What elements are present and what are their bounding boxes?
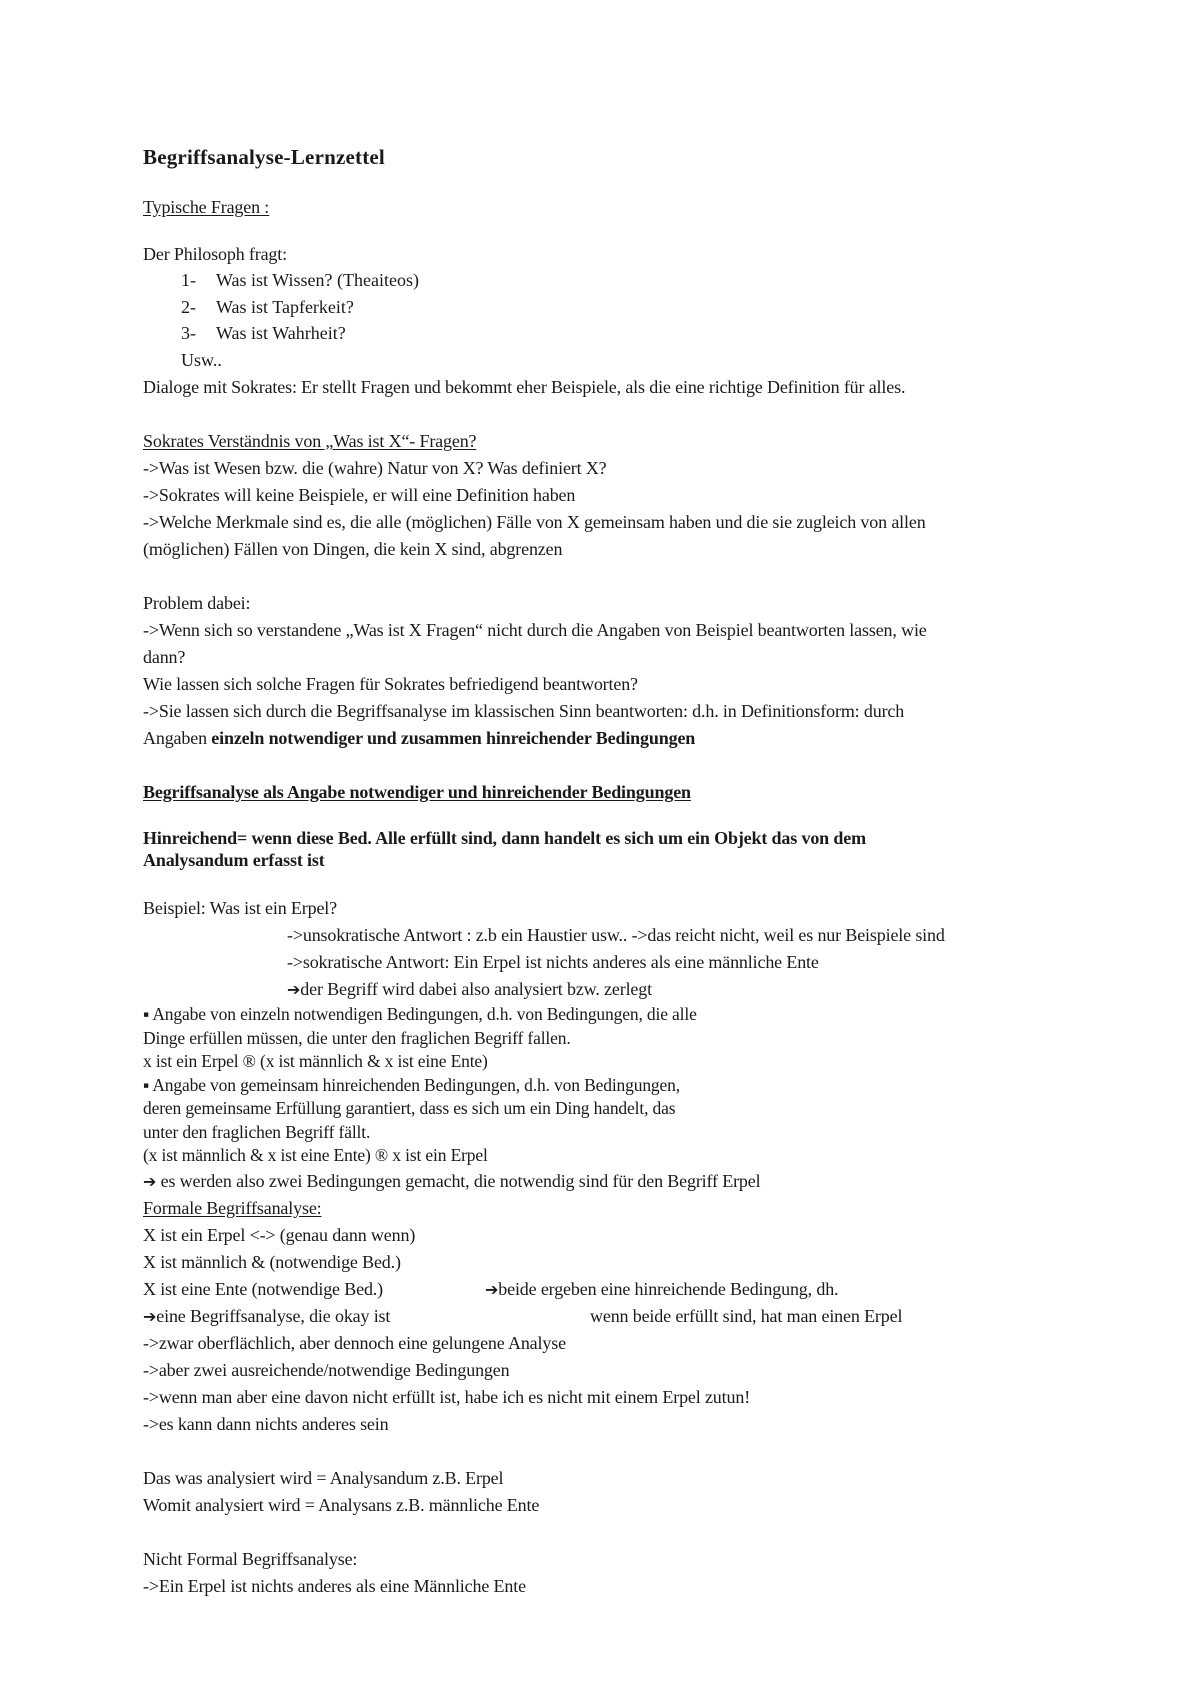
list-item-number: 1- [181, 270, 196, 290]
text-zerlegt: der Begriff wird dabei also analysiert bzw. zerlegt [300, 979, 652, 999]
text-line [143, 1170, 760, 1193]
section-heading-formal: Formale Begriffsanalyse: [143, 1198, 322, 1218]
text-analysans: Womit analysiert wird = Analysans z.B. männliche Ente [143, 1495, 540, 1515]
section-heading-begriffsanalyse: Begriffsanalyse als Angabe notwendiger und hinreichender Bedingungen [143, 782, 691, 802]
text-line [143, 727, 695, 749]
text-line: ->Welche Merkmale sind es, die alle (möglichen) Fälle von X gemeinsam haben und die sie zugleich von allen [143, 512, 926, 532]
bullet-line: Dinge erfüllen müssen, die unter den fraglichen Begriff fallen. [143, 1028, 571, 1048]
text-line [287, 978, 652, 1001]
text-line: X ist ein Erpel <-> (genau dann wenn) [143, 1225, 416, 1245]
text-line: ->zwar oberflächlich, aber dennoch eine gelungene Analyse [143, 1333, 566, 1353]
list-item-number: 2- [181, 297, 196, 317]
text-line: ->wenn man aber eine davon nicht erfüllt ist, habe ich es nicht mit einem Erpel zutun! [143, 1387, 751, 1407]
text-line: (möglichen) Fällen von Dingen, die kein X sind, abgrenzen [143, 539, 563, 559]
text-line: wenn beide erfüllt sind, hat man einen Erpel [590, 1306, 903, 1326]
paragraph-dialoge: Dialoge mit Sokrates: Er stellt Fragen und bekommt eher Beispiele, als die eine richtige Definition für alles. [143, 377, 906, 397]
list-item-number: 3- [181, 323, 196, 343]
bullet-line: ▪ Angabe von gemeinsam hinreichenden Bedingungen, d.h. von Bedingungen, [143, 1075, 680, 1095]
text-line: ->unsokratische Antwort : z.b ein Haustier usw.. ->das reicht nicht, weil es nur Beispiele sind [287, 925, 945, 945]
bullet-line: (x ist männlich & x ist eine Ente) ® x ist ein Erpel [143, 1145, 488, 1165]
paragraph-problem-heading: Problem dabei: [143, 593, 251, 613]
arrow-icon: ➔ [143, 1307, 157, 1326]
section-heading-sokrates: Sokrates Verständnis von „Was ist X“- Fragen? [143, 431, 477, 451]
definition-hinreichend-cont: Analysandum erfasst ist [143, 850, 325, 870]
text-line: dann? [143, 647, 186, 667]
text-line: ->Wenn sich so verstandene „Was ist X Fragen“ nicht durch die Angaben von Beispiel beantworten lassen, wie [143, 620, 927, 640]
bullet-line: ▪ Angabe von einzeln notwendigen Bedingungen, d.h. von Bedingungen, die alle [143, 1004, 697, 1024]
paragraph-nicht-formal: Nicht Formal Begriffsanalyse: [143, 1549, 358, 1569]
text-line: ->Was ist Wesen bzw. die (wahre) Natur von X? Was definiert X? [143, 458, 607, 478]
text-zwei-bedingungen: es werden also zwei Bedingungen gemacht, die notwendig sind für den Begriff Erpel [156, 1171, 761, 1191]
definition-hinreichend: Hinreichend= wenn diese Bed. Alle erfüllt sind, dann handelt es sich um ein Objekt das von dem [143, 828, 866, 848]
text-line [485, 1278, 838, 1301]
text-line: X ist eine Ente (notwendige Bed.) [143, 1279, 383, 1299]
bullet-line: deren gemeinsame Erfüllung garantiert, dass es sich um ein Ding handelt, das [143, 1098, 676, 1118]
text-line: ->sokratische Antwort: Ein Erpel ist nichts anderes als eine männliche Ente [287, 952, 819, 972]
text-analysandum: Das was analysiert wird = Analysandum z.B. Erpel [143, 1468, 504, 1488]
bullet-line: x ist ein Erpel ® (x ist männlich & x ist eine Ente) [143, 1051, 488, 1071]
text-line: ->Sokrates will keine Beispiele, er will eine Definition haben [143, 485, 576, 505]
section-heading-typische-fragen: Typische Fragen : [143, 197, 270, 217]
arrow-icon: ➔ [287, 980, 301, 999]
text-line: ->es kann dann nichts anderes sein [143, 1414, 389, 1434]
arrow-icon: ➔ [485, 1280, 499, 1299]
page-title: Begriffsanalyse-Lernzettel [143, 145, 385, 169]
text-line: ->Sie lassen sich durch die Begriffsanalyse im klassischen Sinn beantworten: d.h. in Definitionsform: durch [143, 701, 905, 721]
list-item: Was ist Wissen? (Theaiteos) [216, 270, 419, 290]
text-okay: eine Begriffsanalyse, die okay ist [156, 1306, 391, 1326]
text-line: X ist männlich & (notwendige Bed.) [143, 1252, 401, 1272]
text-line: ->Ein Erpel ist nichts anderes als eine Männliche Ente [143, 1576, 526, 1596]
list-item-usw: Usw.. [181, 350, 222, 370]
text-hinreichende: beide ergeben eine hinreichende Bedingung, dh. [498, 1279, 839, 1299]
example-intro: Beispiel: Was ist ein Erpel? [143, 898, 337, 918]
arrow-icon: ➔ [143, 1172, 157, 1191]
text-prefix: Angaben [143, 728, 212, 748]
list-item: Was ist Tapferkeit? [216, 297, 354, 317]
text-line: Wie lassen sich solche Fragen für Sokrates befriedigend beantworten? [143, 674, 638, 694]
text-line [143, 1305, 390, 1328]
list-item: Was ist Wahrheit? [216, 323, 346, 343]
text-line: ->aber zwei ausreichende/notwendige Bedingungen [143, 1360, 510, 1380]
bullet-line: unter den fraglichen Begriff fällt. [143, 1122, 371, 1142]
paragraph-intro: Der Philosoph fragt: [143, 244, 287, 264]
bold-phrase: einzeln notwendiger und zusammen hinreichender Bedingungen [211, 728, 696, 748]
